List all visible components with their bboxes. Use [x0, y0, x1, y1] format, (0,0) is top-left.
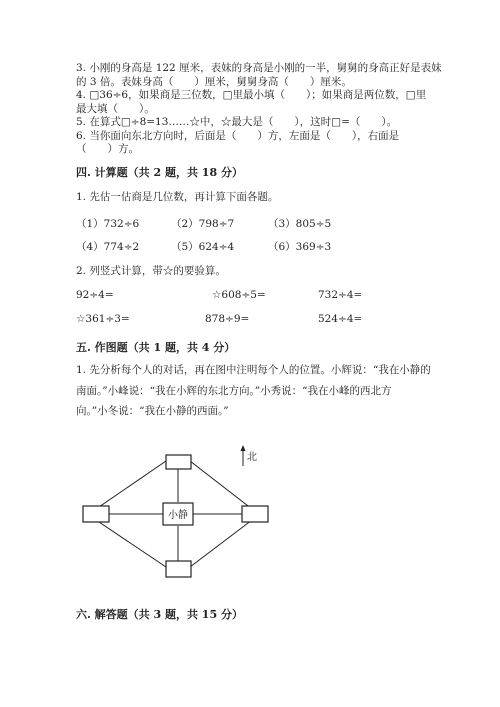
- vertical-calc-3: 732÷4=: [318, 289, 363, 301]
- connector-top-right: [190, 461, 252, 509]
- question-3-line-1: 3. 小刚的身高是 122 厘米，表妹的身高是小刚的一半，舅舅的身高正好是表妹: [76, 62, 442, 74]
- vertical-calc-2: ☆608÷5=: [212, 289, 266, 301]
- question-3-line-2: 的 3 倍。表妹身高（ ）厘米，舅舅身高（ ）厘米。: [76, 76, 352, 88]
- vertical-calc-5: 878÷9=: [205, 313, 250, 325]
- calc-item-4: （4）774÷2: [76, 241, 140, 253]
- calc-item-3: （3）805÷5: [268, 218, 332, 230]
- west-box: [83, 506, 109, 522]
- section-4-title: 四. 计算题（共 2 题，共 18 分）: [76, 166, 243, 179]
- question-6-line-1: 6. 当你面向东北方向时，后面是（ ）方，左面是（ ），右面是: [76, 130, 400, 142]
- calc-item-6: （6）369÷3: [268, 241, 332, 253]
- vertical-calc-6: 524÷4=: [318, 313, 363, 325]
- section-5-title: 五. 作图题（共 1 题，共 4 分）: [76, 341, 236, 354]
- north-box: [166, 455, 191, 469]
- vertical-calc-4: ☆361÷3=: [76, 313, 130, 325]
- section-5-question-line-1: 1. 先分析每个人的对话，再在图中注明每个人的位置。小辉说：“我在小静的: [76, 364, 431, 376]
- question-5: 5. 在算式□÷8=13……☆中，☆最大是（ ），这时□=（ ）。: [76, 116, 398, 128]
- connector-bottom-right: [190, 520, 252, 567]
- calc-item-5: （5）624÷4: [171, 241, 235, 253]
- section-6-title: 六. 解答题（共 3 题，共 15 分）: [76, 608, 243, 621]
- north-arrow-icon: [241, 445, 246, 451]
- section-4-question-2: 2. 列竖式计算，带☆的要验算。: [76, 265, 226, 277]
- calc-item-1: （1）732÷6: [76, 218, 140, 230]
- calc-item-2: （2）798÷7: [171, 218, 235, 230]
- position-diagram: [76, 440, 276, 590]
- east-box: [242, 506, 268, 522]
- north-label: 北: [247, 452, 257, 463]
- vertical-calc-1: 92÷4=: [76, 289, 114, 301]
- question-4-line-2: 最大填（ ）。: [76, 103, 155, 115]
- center-label: 小静: [168, 510, 188, 521]
- south-box: [166, 561, 191, 577]
- question-4-line-1: 4. □36÷6，如果商是三位数，□里最小填（ ）；如果商是两位数，□里: [76, 89, 427, 101]
- section-4-question-1: 1. 先估一估商是几位数，再计算下面各题。: [76, 191, 279, 203]
- connector-bottom-left: [96, 520, 166, 567]
- section-5-question-line-2: 南面。”小峰说：“我在小辉的东北方向。”小秀说：“我在小峰的西北方: [76, 385, 392, 397]
- question-6-line-2: （ ）方。: [76, 143, 139, 155]
- section-5-question-line-3: 向。”小冬说：“我在小静的西面。”: [76, 405, 229, 417]
- connector-top-left: [96, 461, 166, 509]
